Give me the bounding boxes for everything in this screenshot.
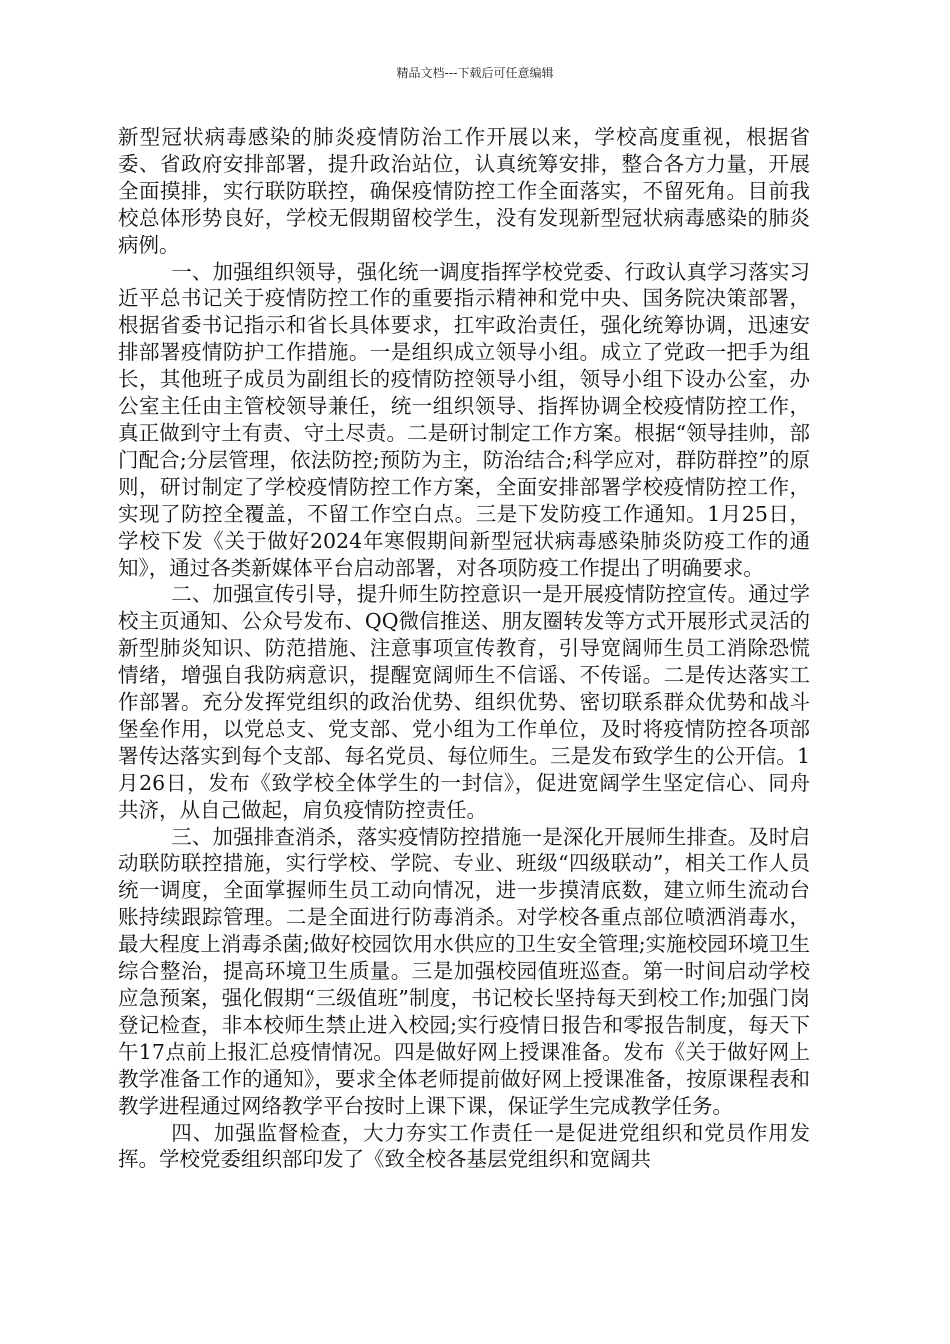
section-2-paragraph: 二、加强宣传引导，提升师生防控意识一是开展疫情防控宣传。通过学校主页通知、公众号发布、QQ微信推送、朋友圈转发等方式开展形式灵活的新型肺炎知识、防范措施、注意事项宣传教育，引导宽阔师生员工消除恐慌情绪，增强自我防病意识，提醒宽阔师生不信谣、不传谣。二是传达落实工作部署。充分发挥党组织的政治优势、组织优势、密切联系群众优势和战斗堡垒作用，以党总支、党支部、党小组为工作单位，及时将疫情防控各项部署传达落实到每个支部、每名党员、每位师生。三是发布致学生的公开信。1月26日，发布《致学校全体学生的一封信》，促进宽阔学生坚定信心、同舟共济，从自己做起，肩负疫情防控责任。 — [118, 582, 810, 822]
document-body — [118, 124, 810, 1173]
intro-paragraph: 新型冠状病毒感染的肺炎疫情防治工作开展以来，学校高度重视，根据省委、省政府安排部署，提升政治站位，认真统筹安排，整合各方力量，开展全面摸排，实行联防联控，确保疫情防控工作全面落实，不留死角。目前我校总体形势良好，学校无假期留校学生，没有发现新型冠状病毒感染的肺炎病例。 — [118, 125, 810, 257]
section-3-paragraph: 三、加强排查消杀，落实疫情防控措施一是深化开展师生排查。及时启动联防联控措施，实行学校、学院、专业、班级“四级联动”，相关工作人员统一调度，全面掌握师生员工动向情况，进一步摸清底数，建立师生流动台账持续跟踪管理。二是全面进行防毒消杀。对学校各重点部位喷洒消毒水，最大程度上消毒杀菌;做好校园饮用水供应的卫生安全管理;实施校园环境卫生综合整治，提高环境卫生质量。三是加强校园值班巡查。第一时间启动学校应急预案，强化假期“三级值班”制度，书记校长坚持每天到校工作;加强门岗登记检查，非本校师生禁止进入校园;实行疫情日报告和零报告制度，每天下午17点前上报汇总疫情情况。四是做好网上授课准备。发布《关于做好网上教学准备工作的通知》，要求全体老师提前做好网上授课准备，按原课程表和教学进程通过网络教学平台按时上课下课，保证学生完成教学任务。 — [118, 824, 810, 1118]
section-1-paragraph: 一、加强组织领导，强化统一调度指挥学校党委、行政认真学习落实习近平总书记关于疫情防控工作的重要指示精神和党中央、国务院决策部署，根据省委书记指示和省长具体要求，扛牢政治责任，强化统筹协调，迅速安排部署疫情防护工作措施。一是组织成立领导小组。成立了党政一把手为组长，其他班子成员为副组长的疫情防控领导小组，领导小组下设办公室，办公室主任由主管校领导兼任，统一组织领导、指挥协调全校疫情防控工作，真正做到守土有责、守土尽责。二是研讨制定工作方案。根据“领导挂帅，部门配合;分层管理，依法防控;预防为主，防治结合;科学应对，群防群控”的原则，研讨制定了学校疫情防控工作方案，全面安排部署学校疫情防控工作，实现了防控全覆盖，不留工作空白点。三是下发防疫工作通知。1月25日，学校下发《关于做好2024年寒假期间新型冠状病毒感染肺炎防疫工作的通知》，通过各类新媒体平台启动部署，对各项防疫工作提出了明确要求。 — [118, 259, 810, 580]
page-header: 精品文档---下载后可任意编辑 — [396, 66, 554, 80]
section-4-paragraph: 四、加强监督检查，大力夯实工作责任一是促进党组织和党员作用发挥。学校党委组织部印发了《致全校各基层党组织和宽阔共 — [118, 1120, 810, 1172]
